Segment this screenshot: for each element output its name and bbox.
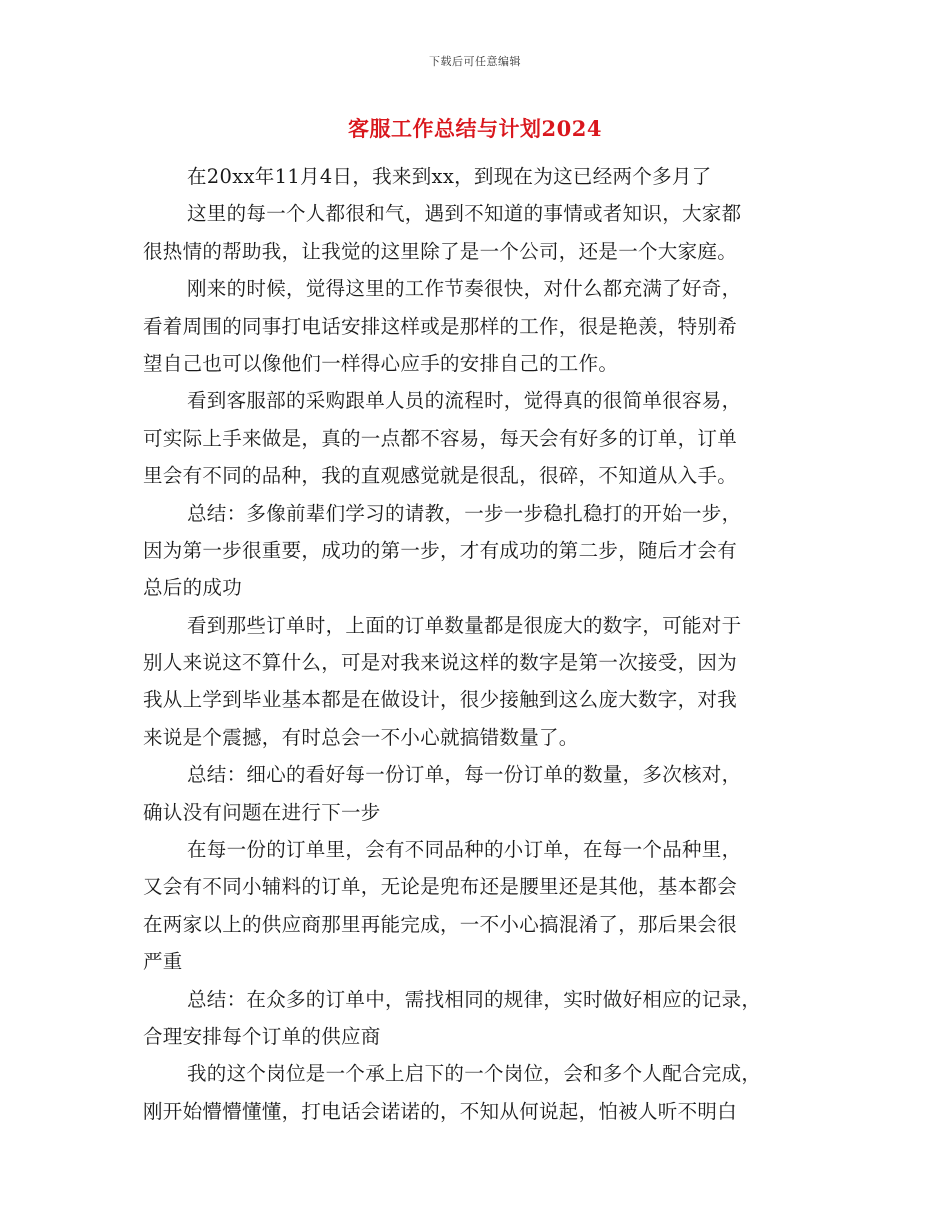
text-line: 可实际上手来做是，真的一点都不容易，每天会有好多的订单，订单	[143, 426, 738, 450]
text-line: 望自己也可以像他们一样得心应手的安排自己的工作。	[143, 351, 619, 375]
text-line: 我从上学到毕业基本都是在做设计，很少接触到这么庞大数字，对我	[143, 688, 738, 712]
text-line: 别人来说这不算什么，可是对我来说这样的数字是第一次接受，因为	[143, 651, 738, 675]
text-line: 又会有不同小辅料的订单，无论是兜布还是腰里还是其他，基本都会	[143, 875, 738, 899]
text-line: 确认没有问题在进行下一步	[143, 800, 381, 824]
text-line: 很热情的帮助我，让我觉的这里除了是一个公司，还是一个大家庭。	[143, 239, 738, 263]
text-line: 来说是个震撼，有时总会一不小心就搞错数量了。	[143, 725, 579, 749]
text-line: 严重	[143, 950, 183, 974]
text-line: 因为第一步很重要，成功的第一步，才有成功的第二步，随后才会有	[143, 538, 738, 562]
text-line: 总结：多像前辈们学习的请教，一步一步稳扎稳打的开始一步，	[187, 501, 742, 525]
text-line: 看着周围的同事打电话安排这样或是那样的工作，很是艳羡，特别希	[143, 314, 738, 338]
text-line: 总结：在众多的订单中，需找相同的规律，实时做好相应的记录，	[187, 987, 762, 1011]
text-line: 总结：细心的看好每一份订单，每一份订单的数量，多次核对，	[187, 763, 742, 787]
text-line: 里会有不同的品种，我的直观感觉就是很乱，很碎，不知道从入手。	[143, 464, 738, 488]
text-line: 刚开始懵懵懂懂，打电话会诺诺的，不知从何说起，怕被人听不明白	[143, 1099, 738, 1123]
text-line: 合理安排每个订单的供应商	[143, 1024, 381, 1048]
text-line: 在20xx年11月4日，我来到xx，到现在为这已经两个多月了	[187, 165, 712, 188]
text-line: 在每一份的订单里，会有不同品种的小订单，在每一个品种里，	[187, 838, 742, 862]
text-line: 看到那些订单时，上面的订单数量都是很庞大的数字，可能对于	[187, 613, 742, 637]
document-body	[143, 158, 810, 1130]
text-line: 这里的每一个人都很和气，遇到不知道的事情或者知识，大家都	[187, 202, 742, 226]
text-line: 我的这个岗位是一个承上启下的一个岗位，会和多个人配合完成，	[187, 1062, 762, 1086]
text-line: 刚来的时候，觉得这里的工作节奏很快，对什么都充满了好奇，	[187, 277, 742, 301]
text-line: 总后的成功	[143, 576, 243, 600]
header-note: 下载后可任意编辑	[429, 55, 521, 68]
text-line: 在两家以上的供应商那里再能完成，一不小心搞混淆了，那后果会很	[143, 912, 738, 936]
text-line: 看到客服部的采购跟单人员的流程时，觉得真的很简单很容易，	[187, 389, 742, 413]
document-title: 客服工作总结与计划2024	[348, 116, 602, 141]
